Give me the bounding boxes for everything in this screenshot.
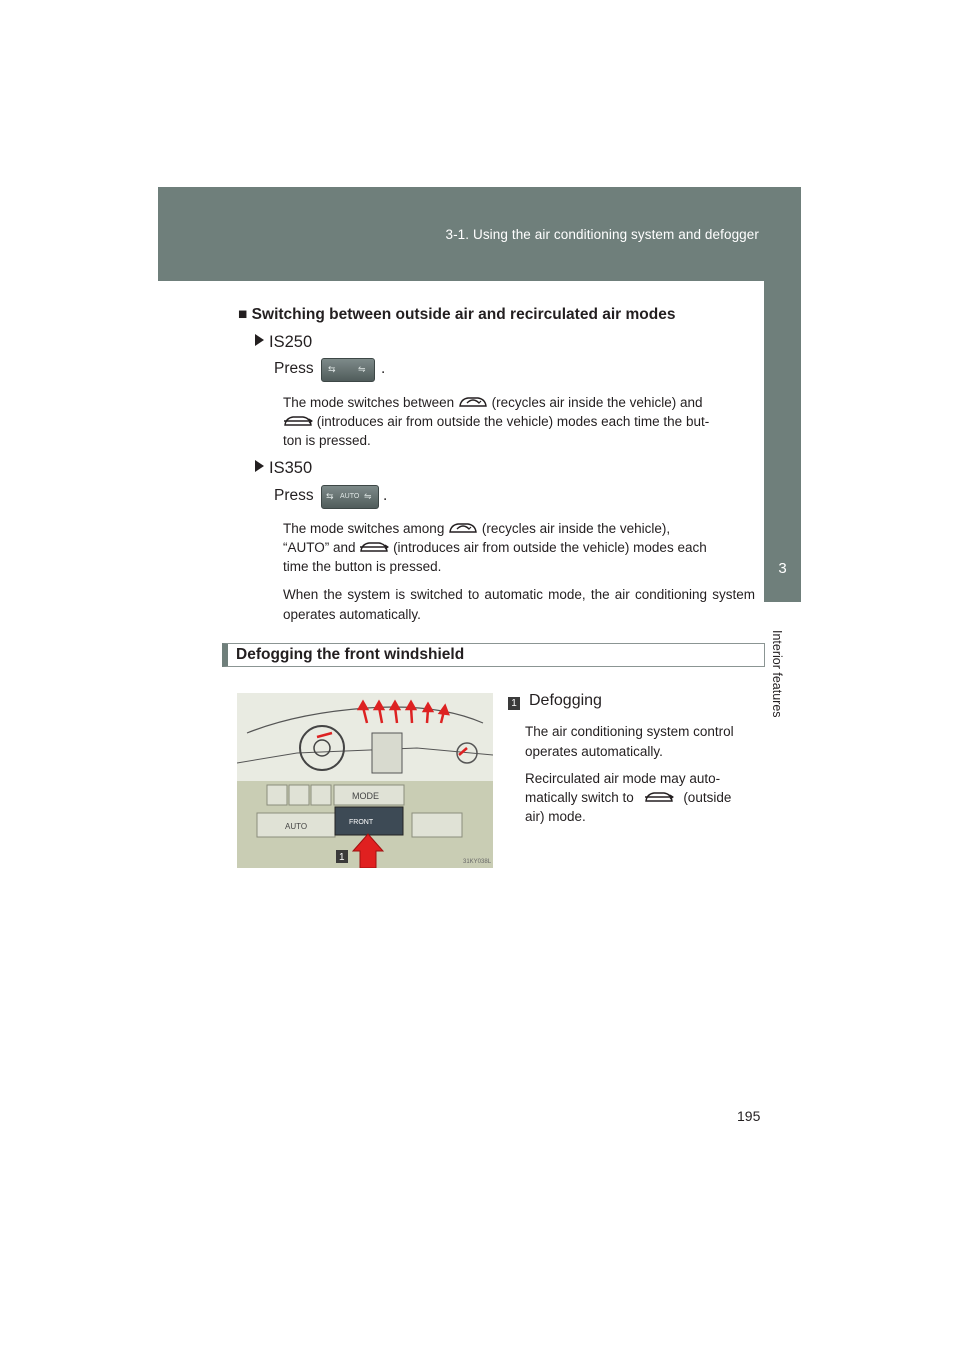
callout-number: 1	[508, 697, 520, 710]
period-is350: .	[383, 487, 388, 504]
defog-para2-line3: air) mode.	[525, 809, 586, 824]
is250-line1	[283, 393, 755, 413]
defog-section-title: Defogging the front windshield	[236, 646, 465, 663]
recirculated-air-icon	[448, 520, 478, 536]
recirc-icon: ⇆	[328, 364, 336, 374]
auto-mode-note: When the system is switched to automatic mode, the air conditioning system operates automatically.	[283, 587, 755, 622]
is350-line1-b: (recycles air inside the vehicle),	[481, 521, 671, 536]
period-is250: .	[381, 360, 386, 377]
mode-label: MODE	[352, 791, 379, 801]
chapter-label-text: Interior features	[770, 630, 784, 718]
triangle-bullet-icon	[255, 460, 264, 472]
is250-line2-text: (introduces air from outside the vehicle) modes each time the but-	[316, 414, 710, 429]
outside-air-icon	[283, 413, 313, 429]
triangle-bullet-icon	[255, 334, 264, 346]
defogger-illustration	[237, 693, 493, 868]
outside-air-icon	[359, 539, 389, 555]
outside-air-icon	[644, 789, 674, 805]
front-label: FRONT	[349, 819, 374, 826]
image-callout: 1	[339, 852, 345, 863]
recirc-button-is350	[321, 485, 379, 509]
is250-line3: ton is pressed.	[283, 433, 371, 448]
defog-para2-b: matically switch to	[525, 790, 634, 805]
is350-line1-a: The mode switches among	[283, 521, 445, 536]
auto-label: AUTO	[340, 493, 360, 500]
image-code: 31KY038L	[463, 859, 492, 865]
press-label: Press	[274, 360, 314, 377]
defog-para2-line2	[525, 788, 757, 808]
defog-section-bar	[222, 643, 765, 667]
page-number: 195	[737, 1108, 761, 1124]
switching-heading: ■ Switching between outside air and recirculated air modes	[238, 306, 676, 323]
section-title: 3-1. Using the air conditioning system and defogger	[445, 227, 759, 242]
press-is250	[274, 360, 314, 378]
is250-line1-b: (recycles air inside the vehicle) and	[491, 395, 703, 410]
is350-line2-a: “AUTO” and	[283, 540, 356, 555]
recirculated-air-icon	[458, 394, 488, 410]
model-is250	[255, 333, 312, 352]
chapter-tab	[764, 546, 801, 602]
chapter-number: 3	[778, 560, 787, 577]
header-band	[158, 187, 801, 281]
is250-line1-a: The mode switches between	[283, 395, 455, 410]
is350-line1	[283, 519, 755, 539]
is250-line2	[283, 412, 755, 432]
model-is250-label: IS250	[269, 333, 313, 351]
is350-line2-b: (introduces air from outside the vehicle) modes each	[393, 540, 707, 555]
press-label: Press	[274, 487, 314, 504]
recirc-icon: ⇆	[326, 491, 334, 501]
outside-air-icon: ⇋	[364, 491, 372, 501]
is350-line2	[283, 538, 755, 558]
defogging-item-title: Defogging	[529, 692, 602, 709]
defog-para1: The air conditioning system control operates automatically.	[525, 724, 734, 759]
dashboard-illustration	[237, 693, 493, 868]
is350-line3: time the button is pressed.	[283, 559, 442, 574]
model-is350	[255, 459, 312, 478]
defog-para2-line1: Recirculated air mode may auto-	[525, 771, 721, 786]
press-is350	[274, 487, 314, 505]
auto-label: AUTO	[285, 822, 308, 831]
outside-air-icon: ⇋	[358, 364, 366, 374]
model-is350-label: IS350	[269, 459, 313, 477]
side-stripe	[764, 281, 801, 546]
recirc-button-is250	[321, 358, 375, 382]
defog-para2-c: (outside	[683, 790, 732, 805]
chapter-label	[764, 602, 801, 742]
